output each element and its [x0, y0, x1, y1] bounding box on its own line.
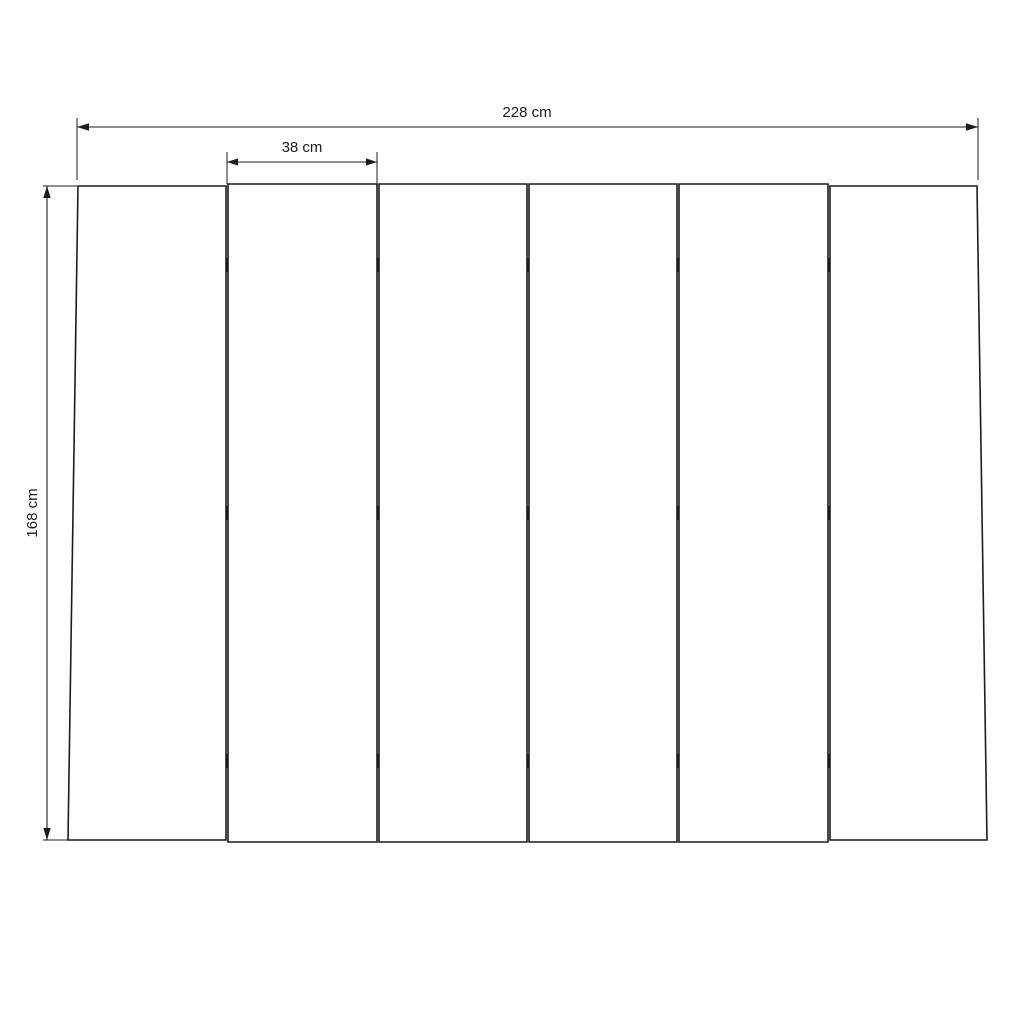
height-arrow-bottom [43, 828, 50, 840]
panel-width-dimension [227, 139, 377, 184]
panel-3[interactable] [379, 184, 527, 842]
total-width-arrow-right [966, 123, 978, 131]
panel-6[interactable] [830, 186, 987, 840]
panel-width-label: 38 cm [281, 139, 323, 156]
total-width-dimension [77, 104, 978, 180]
panel-2[interactable] [228, 184, 377, 842]
panel-4[interactable] [529, 184, 677, 842]
total-width-label: 228 cm [502, 104, 552, 121]
panel-5[interactable] [679, 184, 828, 842]
panel-1[interactable] [68, 186, 226, 840]
height-arrow-top [43, 186, 50, 198]
panel-width-arrow-right [366, 158, 377, 165]
panel-width-arrow-left [227, 158, 238, 165]
total-width-arrow-left [77, 123, 89, 131]
height-label: 168 cm [24, 488, 41, 538]
